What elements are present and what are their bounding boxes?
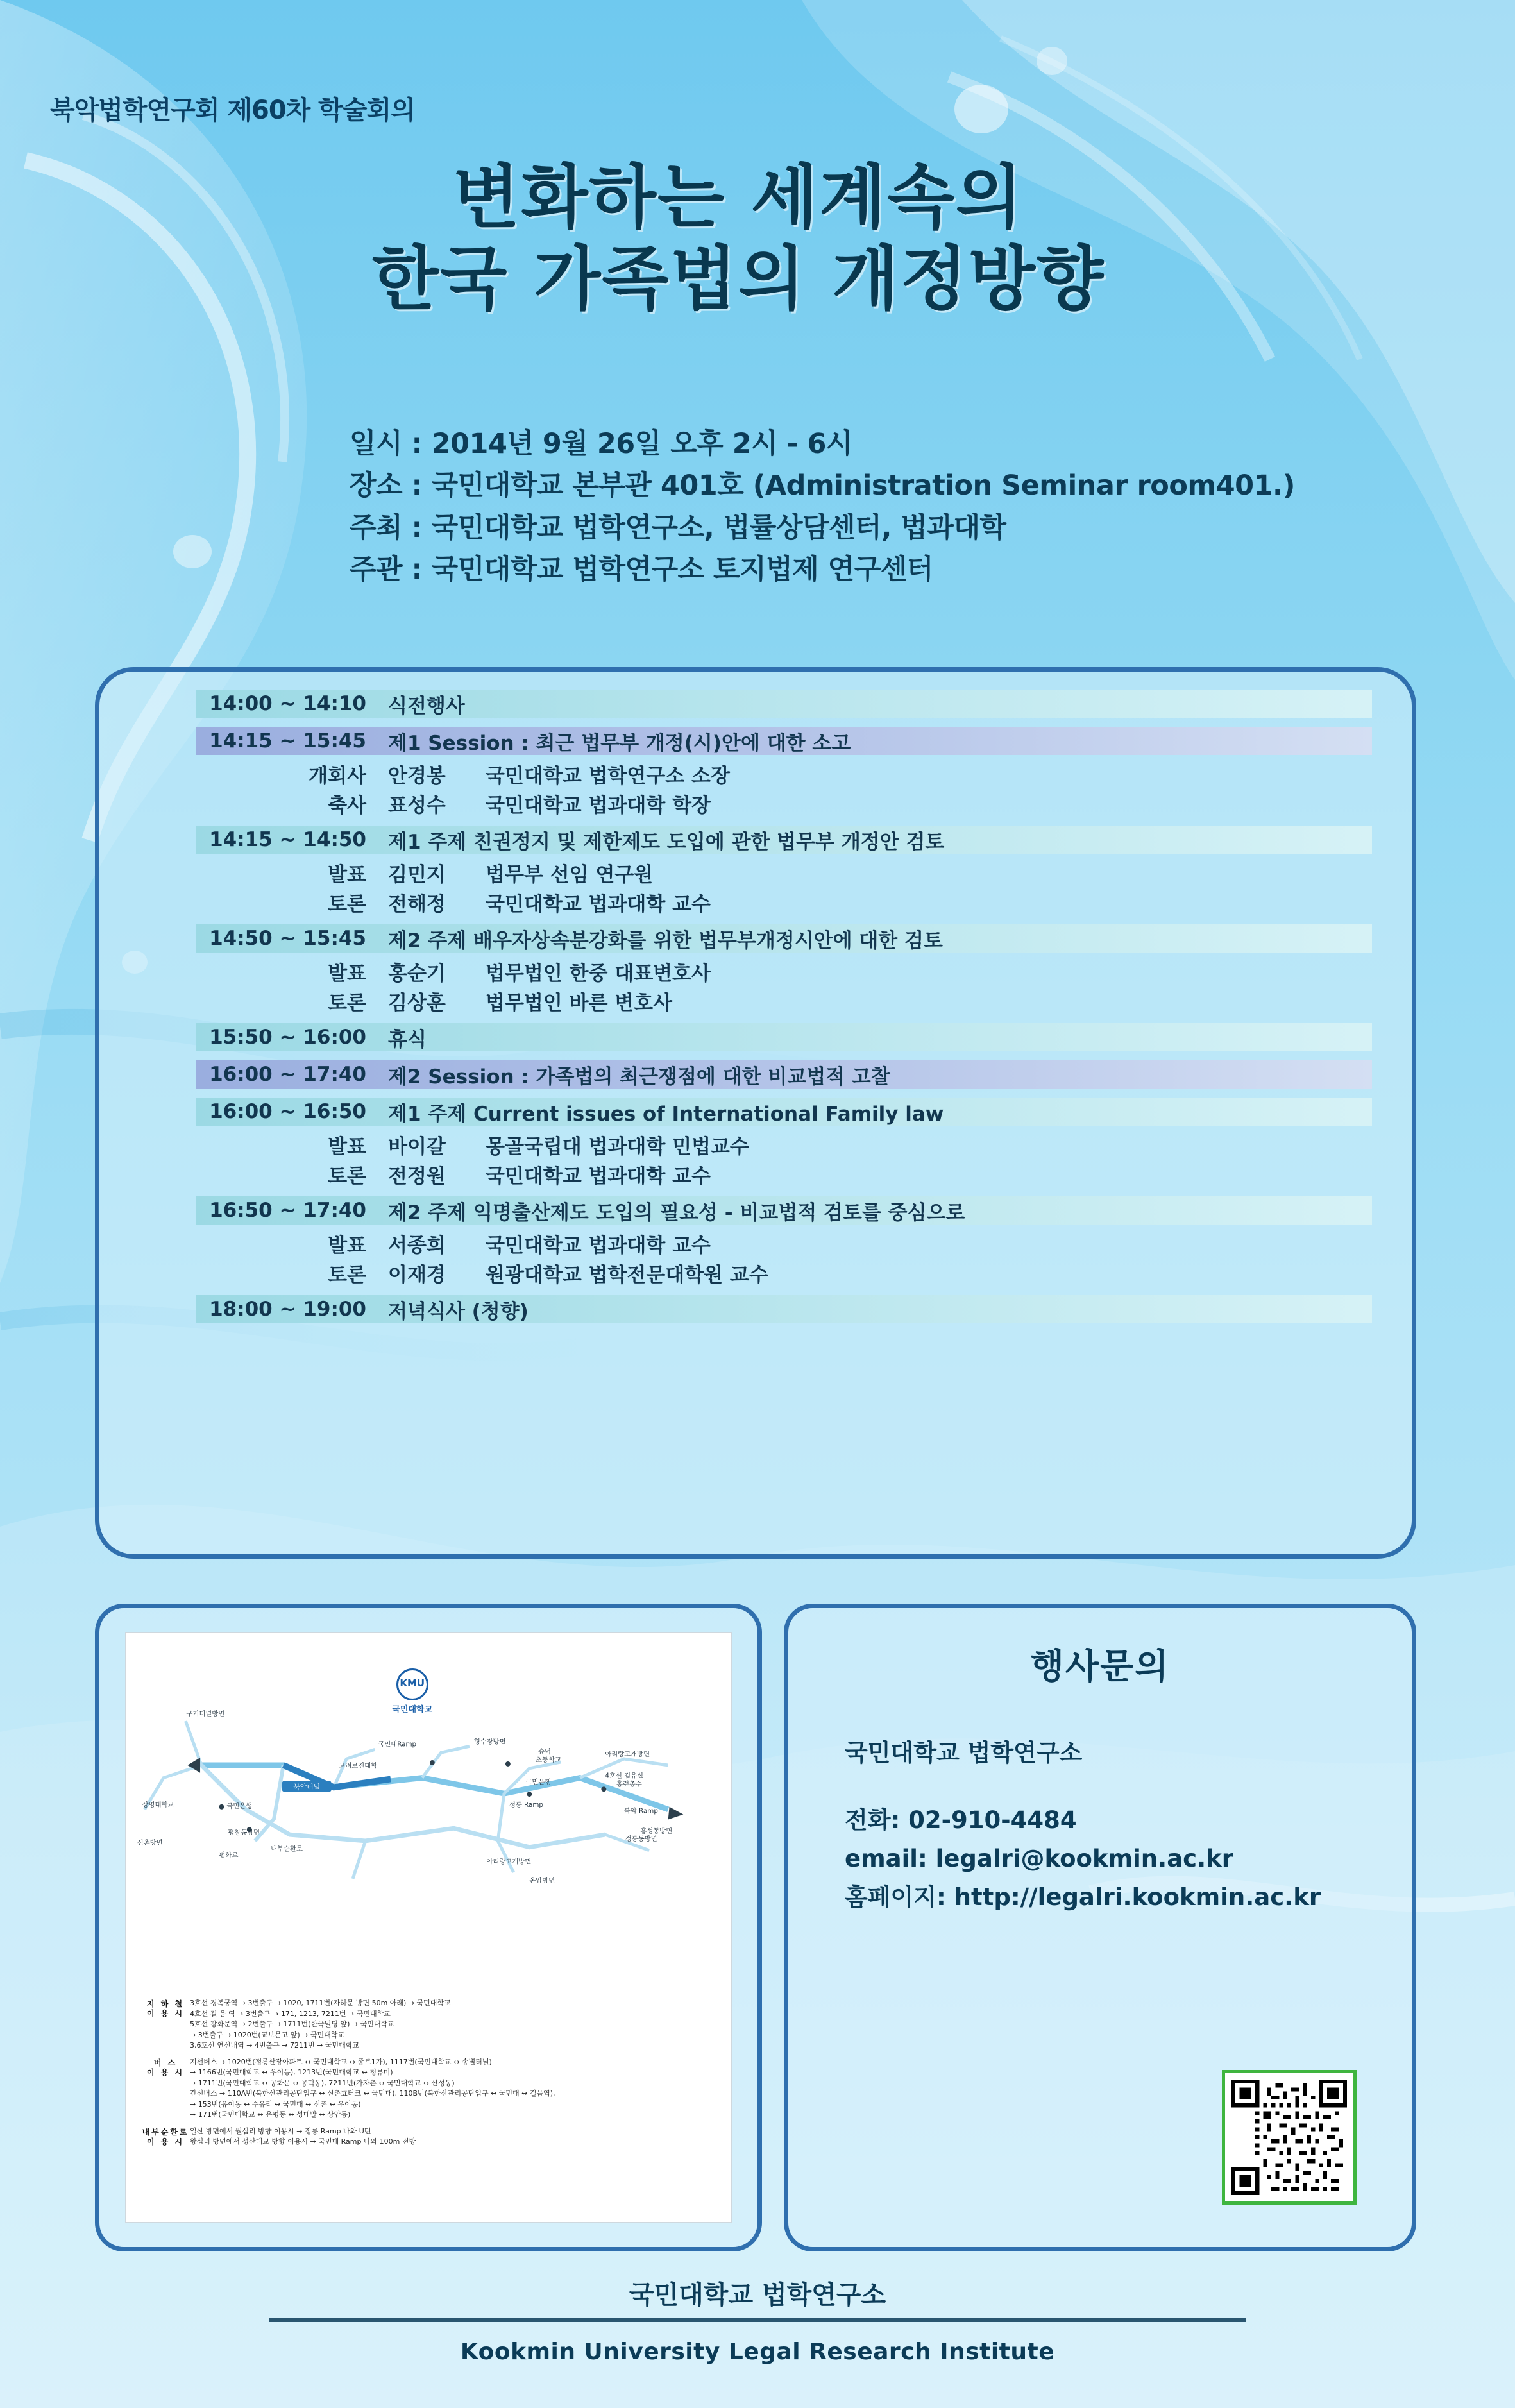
map-legend-line: 5호선 광화문역 → 2번출구 → 1711번(한국빌딩 앞) → 국민대학교 [190,2020,394,2029]
program-row [99,727,1412,818]
program-spacer [99,1089,1412,1098]
title-line-1: 변화하는 세계속의 [452,158,1024,238]
speaker-affiliation: 국민대학교 법학연구소 소장 [486,764,730,788]
map-legend-line: → 171번(국민대학교 ↔ 은평동 ↔ 성대말 ↔ 상암동) [190,2110,351,2119]
svg-text:북악터널: 북악터널 [293,1783,321,1792]
program-speaker-row [196,1228,1412,1258]
svg-text:4호선 김유신홍련총수: 4호선 김유신 홍련총수 [605,1772,643,1788]
program-row [99,1023,1412,1060]
map-legend-line: 4호선 길 음 역 → 3번출구 → 171, 1213, 7211번 → 국민대학교 [190,2009,391,2018]
program-session-bar [196,690,1372,718]
map-legend-group [141,2057,722,2121]
program-session-bar [196,826,1372,854]
map-image [125,1632,732,2223]
program-label: 식전행사 [388,694,465,718]
contact-details [845,1801,1412,1917]
speaker-affiliation: 국민대학교 법과대학 교수 [486,1234,711,1257]
program-session-bar [196,1023,1372,1051]
program-speaker-row [196,1159,1412,1189]
event-host: 주최 : 국민대학교 법학연구소, 법률상담센터, 법과대학 [350,511,1006,544]
speaker-name: 김민지 [388,863,446,886]
svg-text:국민은행: 국민은행 [525,1778,552,1786]
speaker-name: 전정원 [388,1164,446,1188]
program-time: 14:15 ~ 14:50 [209,828,366,851]
program-row [99,690,1412,727]
speaker-affiliation: 국민대학교 법과대학 교수 [486,1164,711,1188]
program-label: 휴식 [388,1028,427,1051]
footer-english: Kookmin University Legal Research Institute [460,2339,1055,2365]
program-speakers [196,1228,1412,1287]
speaker-role: 토론 [328,1164,366,1188]
svg-text:구기터널방면: 구기터널방면 [186,1710,225,1718]
svg-text:아리랑고개방면: 아리랑고개방면 [605,1751,650,1759]
map-legend-line: → 153번(유이동 ↔ 수유리 ↔ 국민대 ↔ 신촌 ↔ 우이동) [190,2099,361,2108]
svg-text:정릉 Ramp: 정릉 Ramp [509,1801,543,1809]
speaker-role: 발표 [328,1234,366,1257]
program-row [99,924,1412,1015]
program-row [99,1196,1412,1287]
program-row [99,1098,1412,1189]
svg-text:신촌방면: 신촌방면 [137,1838,163,1847]
program-speaker-row [196,1258,1412,1287]
speaker-role: 개회사 [309,764,366,788]
speaker-affiliation: 몽골국립대 법과대학 민법교수 [486,1135,749,1158]
event-organizer: 주관 : 국민대학교 법학연구소 토지법제 연구센터 [350,554,933,586]
event-venue: 장소 : 국민대학교 본부관 401호 (Administration Seminar room401.) [350,470,1295,502]
map-legend-line: 일산 방면에서 월십리 방향 이용시 → 정릉 Ramp 나와 U턴 [190,2126,371,2135]
speaker-name: 이재경 [388,1263,446,1287]
map-legend-heading: 내부순환로 이 용 시 [142,2127,189,2146]
program-session-bar [196,1295,1372,1323]
svg-text:형수장방면: 형수장방면 [473,1738,506,1746]
program-row [99,826,1412,917]
program-spacer [99,1323,1412,1332]
speaker-name: 김상훈 [388,991,446,1015]
svg-text:승덕초등학교: 승덕 초등학교 [536,1748,562,1764]
map-legend-heading: 버 스 이 용 시 [146,2058,185,2077]
program-speaker-row [196,887,1412,917]
program-time: 14:00 ~ 14:10 [209,692,366,715]
contact-email[interactable]: email: legalri@kookmin.ac.kr [845,1844,1234,1872]
speaker-affiliation: 원광대학교 법학전문대학원 교수 [486,1263,768,1287]
contact-organization: 국민대학교 법학연구소 [845,1739,1083,1767]
kmu-logo [392,1668,432,1715]
program-label: 제1 주제 친권정지 및 제한제도 도입에 관한 법무부 개정안 검토 [388,830,945,854]
program-session-bar [196,924,1372,953]
svg-text:아리랑고개방면: 아리랑고개방면 [486,1858,532,1866]
program-time: 18:00 ~ 19:00 [209,1298,366,1321]
program-rows [99,690,1412,1332]
speaker-affiliation: 국민대학교 법과대학 학장 [486,793,711,817]
speaker-affiliation: 법무부 선임 연구원 [486,863,654,886]
program-session-bar [196,1098,1372,1126]
program-time: 16:00 ~ 16:50 [209,1100,366,1123]
program-time: 16:00 ~ 17:40 [209,1063,366,1086]
speaker-role: 발표 [328,863,366,886]
speaker-name: 서종희 [388,1234,446,1257]
event-date: 일시 : 2014년 9월 26일 오후 2시 - 6시 [350,428,852,460]
speaker-role: 발표 [328,962,366,985]
svg-text:상명대학교: 상명대학교 [142,1801,174,1809]
program-speakers [196,1130,1412,1189]
program-time: 15:50 ~ 16:00 [209,1026,366,1049]
speaker-role: 축사 [328,793,366,817]
footer-divider [269,2318,1246,2322]
kmu-logo-name: 국민대학교 [392,1705,433,1715]
program-label: 제2 Session : 가족법의 최근쟁점에 대한 비교법적 고찰 [388,1065,890,1089]
title-line-2: 한국 가족법의 개정방향 [371,239,1105,320]
svg-text:국민대Ramp: 국민대Ramp [378,1740,417,1749]
program-session-bar [196,1196,1372,1225]
map-legend-group [141,2126,722,2148]
speaker-affiliation: 국민대학교 법과대학 교수 [486,892,711,916]
page-title [0,157,1515,321]
map-legend-lines [190,2057,722,2121]
program-speaker-row [196,759,1412,788]
svg-text:홍성동방면: 홍성동방면 [640,1827,673,1836]
contact-panel [784,1604,1416,2251]
program-spacer [99,1051,1412,1060]
kmu-logo-mark: KMU [396,1668,428,1700]
program-label: 제2 주제 배우자상속분강화를 위한 법무부개정시안에 대한 검토 [388,929,943,953]
map-legend-line: → 1711번(국민대학교 ↔ 공화문 ↔ 공덕동), 7211번(가자촌 ↔ 국민대학교 ↔ 산성동) [190,2078,455,2087]
event-meta [350,423,1295,591]
speaker-name: 전해정 [388,892,446,916]
program-label: 제1 주제 Current issues of International Family law [388,1102,944,1126]
program-session-bar [196,727,1372,755]
svg-text:내부순환로: 내부순환로 [271,1845,303,1853]
map-legend-line: 3호선 경복궁역 → 3번출구 → 1020, 1711번(자하문 방면 50m 아래) → 국민대학교 [190,1999,451,2008]
map-legend-line: 간선버스 → 110A번(북한산관리공단입구 ↔ 신촌효터크 ↔ 국민대), 110B번(북한산관리공단입구 ↔ 국민대 ↔ 길음역), [190,2089,555,2098]
program-session-bar [196,1060,1372,1089]
program-speakers [196,858,1412,917]
contact-phone: 전화: 02-910-4484 [845,1806,1077,1834]
svg-text:평창동방면: 평창동방면 [228,1829,260,1837]
footer-korean: 국민대학교 법학연구소 [629,2280,886,2310]
speaker-role: 토론 [328,892,366,916]
speaker-name: 안경봉 [388,764,446,788]
map-legend [141,1998,722,2217]
program-panel [95,667,1416,1559]
speaker-name: 홍순기 [388,962,446,985]
speaker-affiliation: 법무법인 한중 대표변호사 [486,962,711,985]
map-legend-line: → 3번출구 → 1020번(교보문고 앞) → 국민대학교 [190,2030,344,2039]
speaker-role: 발표 [328,1135,366,1158]
program-label: 제1 Session : 최근 법무부 개정(시)안에 대한 소고 [388,731,851,755]
svg-text:고려로진대학: 고려로진대학 [339,1761,378,1770]
map-legend-line: 3,6호선 연신내역 → 4번출구 → 7211번 → 국민대학교 [190,2041,360,2050]
program-speaker-row [196,986,1412,1015]
speaker-affiliation: 법무법인 바른 변호사 [486,991,673,1015]
program-row [99,1295,1412,1332]
program-time: 14:15 ~ 15:45 [209,729,366,752]
speaker-name: 표성수 [388,793,446,817]
conference-eyebrow: 북악법학연구회 제60차 학술회의 [50,96,415,125]
program-row [99,1060,1412,1098]
map-legend-lines [190,1998,722,2051]
program-speakers [196,956,1412,1015]
program-speaker-row [196,788,1412,818]
map-legend-lines [190,2126,722,2148]
program-label: 제2 주제 익명출산제도 도입의 필요성 - 비교법적 검토를 중심으로 [388,1201,965,1225]
svg-text:국민은행: 국민은행 [226,1802,253,1810]
svg-text:북악 Ramp: 북악 Ramp [623,1807,658,1815]
map-legend-line: 왕십리 방면에서 성산대교 방향 이용시 → 국민대 Ramp 나와 100m 전방 [190,2137,416,2146]
speaker-role: 토론 [328,1263,366,1287]
contact-homepage[interactable]: 홈페이지: http://legalri.kookmin.ac.kr [845,1883,1321,1911]
map-legend-line: 지선버스 → 1020번(정릉산장아파트 ↔ 국민대학교 ↔ 종로1가), 1117번(국민대학교 ↔ 송별터널) [190,2057,492,2066]
map-legend-heading: 지 하 철 이 용 시 [146,1999,185,2019]
svg-text:평화로: 평화로 [219,1851,239,1860]
contact-title: 행사문의 [1030,1646,1170,1686]
svg-text:정릉동방면: 정릉동방면 [625,1835,657,1843]
program-time: 14:50 ~ 15:45 [209,927,366,950]
program-speakers [196,759,1412,818]
map-legend-group [141,1998,722,2051]
program-speaker-row [196,858,1412,887]
program-time: 16:50 ~ 17:40 [209,1199,366,1222]
program-speaker-row [196,1130,1412,1159]
program-spacer [99,718,1412,727]
qr-code[interactable] [1222,2070,1357,2205]
program-label: 저녁식사 (청향) [388,1300,529,1323]
svg-text:온암방면: 온암방면 [529,1876,555,1885]
map-legend-line: → 1166번(국민대학교 ↔ 우이동), 1213번(국민대학교 ↔ 청류미) [190,2068,393,2077]
speaker-name: 바이갈 [388,1135,446,1158]
map-panel [95,1604,762,2251]
program-speaker-row [196,956,1412,986]
qr-code-image [1231,2080,1347,2195]
speaker-role: 토론 [328,991,366,1015]
